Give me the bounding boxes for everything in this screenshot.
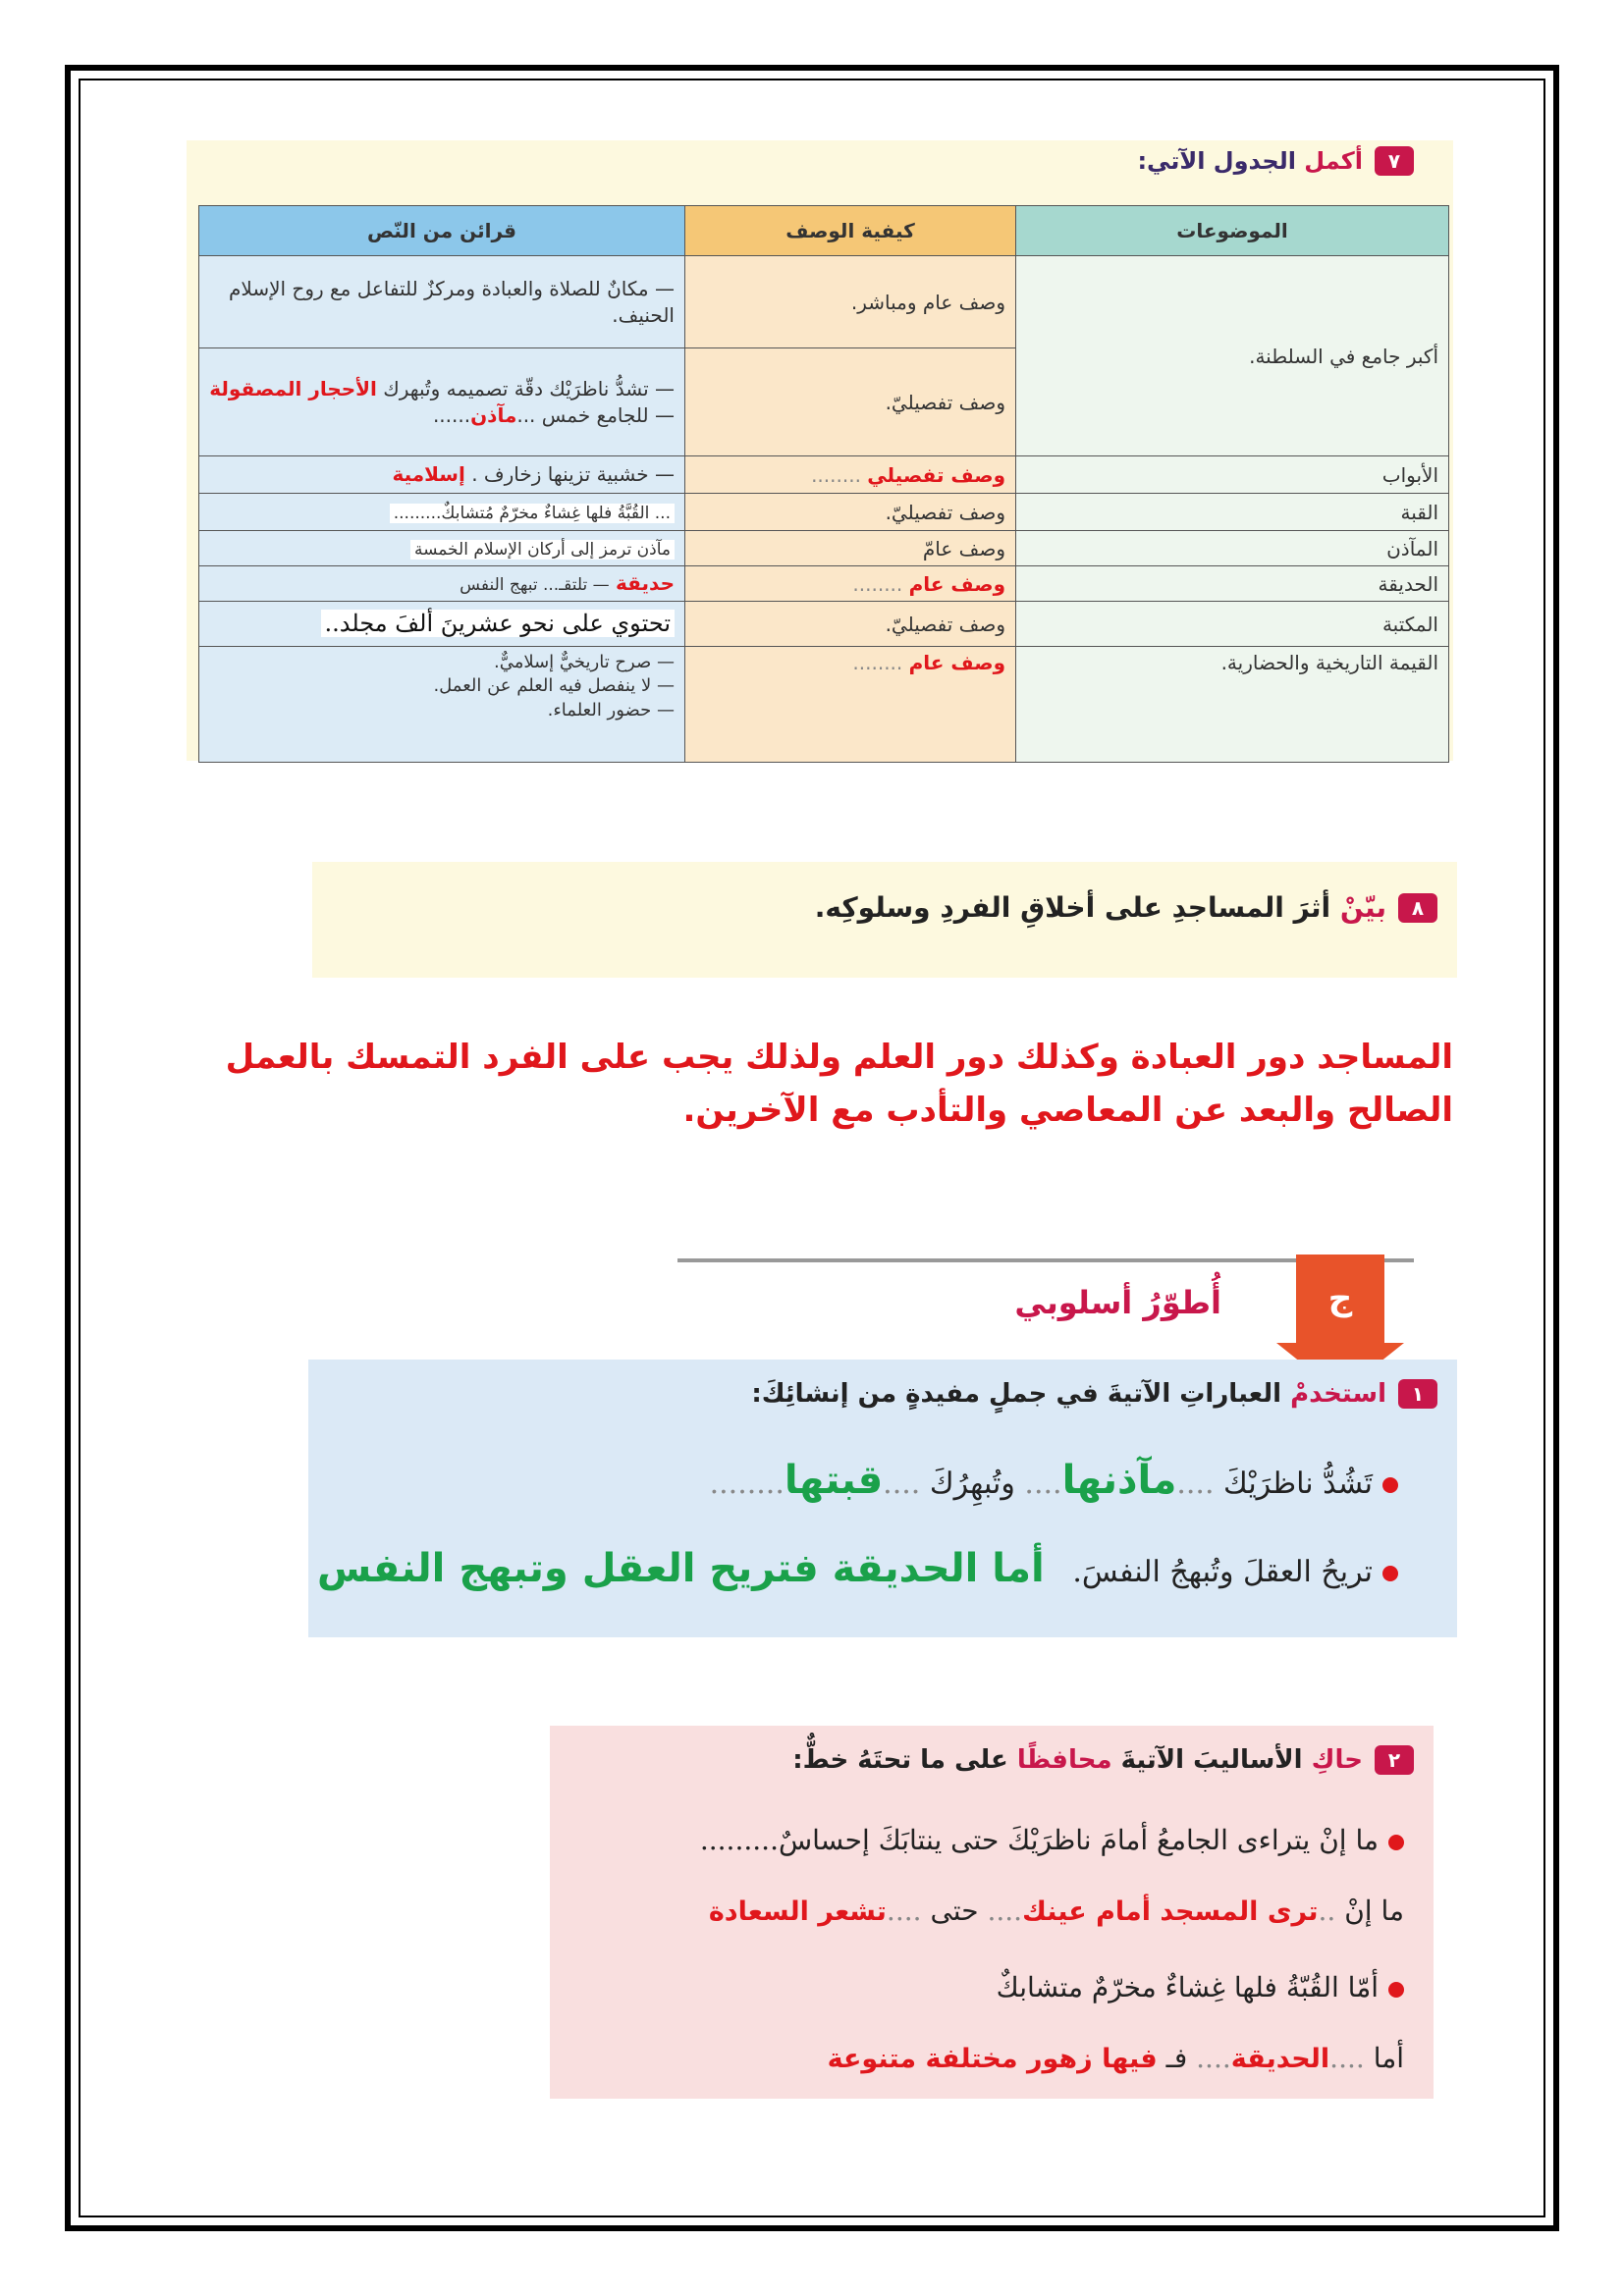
table-row <box>199 256 1449 348</box>
topic-cell: المآذن <box>1016 531 1449 566</box>
bullet-icon <box>1388 1982 1404 1998</box>
section-title: أُطوّرُ أسلوبي <box>1014 1284 1221 1321</box>
instruction-text: أثرَ المساجدِ على أخلاقِ الفردِ وسلوكِه. <box>814 891 1331 924</box>
handwritten-answer: وصف تفصيلي <box>867 462 1005 487</box>
table-row <box>199 602 1449 647</box>
handwritten-answer: وصف عام <box>908 651 1005 674</box>
header-description-type: كيفية الوصف <box>685 206 1016 256</box>
topic-cell: القبة <box>1016 494 1449 531</box>
question-number-badge: ٨ <box>1398 893 1437 923</box>
handwritten-answer: إسلامية <box>392 462 465 486</box>
exercise-1-line-2: تريحُ العقلَ وتُبهجُ النفسَ. أما الحديقة فتريح العقل وتبهج النفس <box>317 1546 1398 1591</box>
question-number-badge: ١ <box>1398 1379 1437 1409</box>
exercise-7-heading <box>1137 146 1414 176</box>
example-1: ما إنْ يتراءى الجامعُ أمامَ ناظرَيْكَ حتى ينتابَكَ إحساسٌ......... <box>700 1824 1404 1856</box>
handwritten-answer: ترى المسجد أمام عينك <box>1022 1896 1319 1927</box>
table-row <box>199 494 1449 531</box>
table-header-row <box>199 206 1449 256</box>
instruction-text: الجدول الآتي: <box>1137 147 1296 175</box>
example-2: أمّا القُبّةُ فلها غِشاءٌ مخرّمٌ متشابكٌ <box>997 1971 1404 2003</box>
exercise-1-question <box>751 1379 1437 1409</box>
bullet-icon <box>1388 1835 1404 1850</box>
description-cell: وصف عام ومباشر. <box>685 256 1016 348</box>
handwritten-answer: أما الحديقة فتريح العقل وتبهج النفس <box>317 1546 1045 1591</box>
instruction-verb: حاكِ <box>1311 1745 1363 1775</box>
topic-cell: أكبر جامع في السلطنة. <box>1016 256 1449 456</box>
bullet-icon <box>1382 1566 1398 1581</box>
instruction-verb: بيّنْ <box>1339 891 1386 924</box>
handwritten-answer: الحديقة <box>1230 2044 1330 2074</box>
table-row <box>199 566 1449 602</box>
handwritten-answer: مآذنها <box>1061 1458 1177 1503</box>
description-cell: وصف عام ........ <box>685 647 1016 763</box>
clue-cell <box>199 602 685 647</box>
exercise-2-panel <box>550 1726 1434 2099</box>
section-letter-tab: ج <box>1296 1255 1384 1343</box>
handwritten-answer: وصف عام <box>908 571 1005 596</box>
header-text-clues: قرائن من النّص <box>199 206 685 256</box>
topic-cell: الأبواب <box>1016 456 1449 494</box>
description-cell: وصف تفصيليّ. <box>685 348 1016 456</box>
handwritten-answer: تحتوي على نحو عشرينَ ألفَ مجلد.. <box>321 610 675 637</box>
clue-cell: — مكانٌ للصلاة والعبادة ومركزٌ للتفاعل مع روح الإسلام الحنيف. <box>199 256 685 348</box>
header-topics: الموضوعات <box>1016 206 1449 256</box>
handwritten-answer: الأحجار المصقولة <box>209 376 377 400</box>
handwritten-answer: تشعر السعادة <box>708 1896 887 1927</box>
clue-cell: ... القُبَّةُ فلها غِشاءٌ مخرّمٌ مُتشابكٌ......... <box>199 494 685 531</box>
exercise-2-question: ٢ حاكِ الأساليبَ الآتيةَ محافظًا على ما تحتَهُ خطٌّ: <box>792 1745 1414 1775</box>
description-cell: وصف تفصيلي ........ <box>685 456 1016 494</box>
clue-cell: — تشدُّ ناظرَيْك دقّة تصميمه وتُبهرك الأحجار المصقولة — للجامع خمس ...مآذن...... <box>199 348 685 456</box>
exercise-8-panel <box>312 862 1457 978</box>
exercise-7-panel <box>187 140 1453 761</box>
answer-2: أما ....الحديقة.... فـ فيها زهور مختلفة متنوعة <box>827 2042 1404 2074</box>
table-row <box>199 647 1449 763</box>
question-number-badge: ٢ <box>1375 1745 1414 1775</box>
description-cell: وصف عامّ <box>685 531 1016 566</box>
clue-cell: مآذن ترمز إلى أركان الإسلام الخمسة <box>199 531 685 566</box>
topic-cell: الحديقة <box>1016 566 1449 602</box>
table-row <box>199 456 1449 494</box>
instruction-verb: استخدمْ <box>1290 1379 1386 1409</box>
clue-cell: — خشبية تزينها زخارف . إسلامية <box>199 456 685 494</box>
question-number-badge: ٧ <box>1375 146 1414 176</box>
description-cell: وصف تفصيليّ. <box>685 602 1016 647</box>
handwritten-answer: مآذن <box>470 402 517 427</box>
handwritten-answer: قبتها <box>784 1458 884 1503</box>
exercise-8-answer: المساجد دور العبادة وكذلك دور العلم ولذلك يجب على الفرد التمسك بالعمل الصالح والبعد عن المعاصي والتأدب مع الآخرين. <box>225 1038 1453 1131</box>
clue-cell: — صرح تاريخيٌّ إسلاميٌّ. — لا ينفصل فيه العلم عن العمل. — حضور العلماء. <box>199 647 685 763</box>
exercise-1-panel <box>308 1360 1457 1637</box>
exercise-8-question <box>815 891 1437 924</box>
instruction-text: العباراتِ الآتيةَ في جملٍ مفيدةٍ من إنشائِكَ: <box>751 1379 1282 1409</box>
comparison-table <box>198 205 1449 763</box>
clue-cell: حديقة — تلتقـ... تبهج النفس <box>199 566 685 602</box>
bullet-icon <box>1382 1477 1398 1493</box>
handwritten-answer: حديقة <box>616 571 675 595</box>
topic-cell: القيمة التاريخية والحضارية. <box>1016 647 1449 763</box>
exercise-1-line-1: تَشُدُّ ناظرَيْكَ ....مآذنها.... وتُبهِرُكَ ....قبتها........ <box>710 1458 1398 1503</box>
topic-cell: المكتبة <box>1016 602 1449 647</box>
description-cell: وصف تفصيليّ. <box>685 494 1016 531</box>
table-row <box>199 531 1449 566</box>
description-cell: وصف عام ........ <box>685 566 1016 602</box>
instruction-verb: أكمل <box>1304 147 1363 175</box>
handwritten-answer: فيها زهور مختلفة متنوعة <box>827 2044 1158 2074</box>
answer-1: ما إنْ ..ترى المسجد أمام عينك.... حتى ....تشعر السعادة <box>708 1895 1404 1927</box>
